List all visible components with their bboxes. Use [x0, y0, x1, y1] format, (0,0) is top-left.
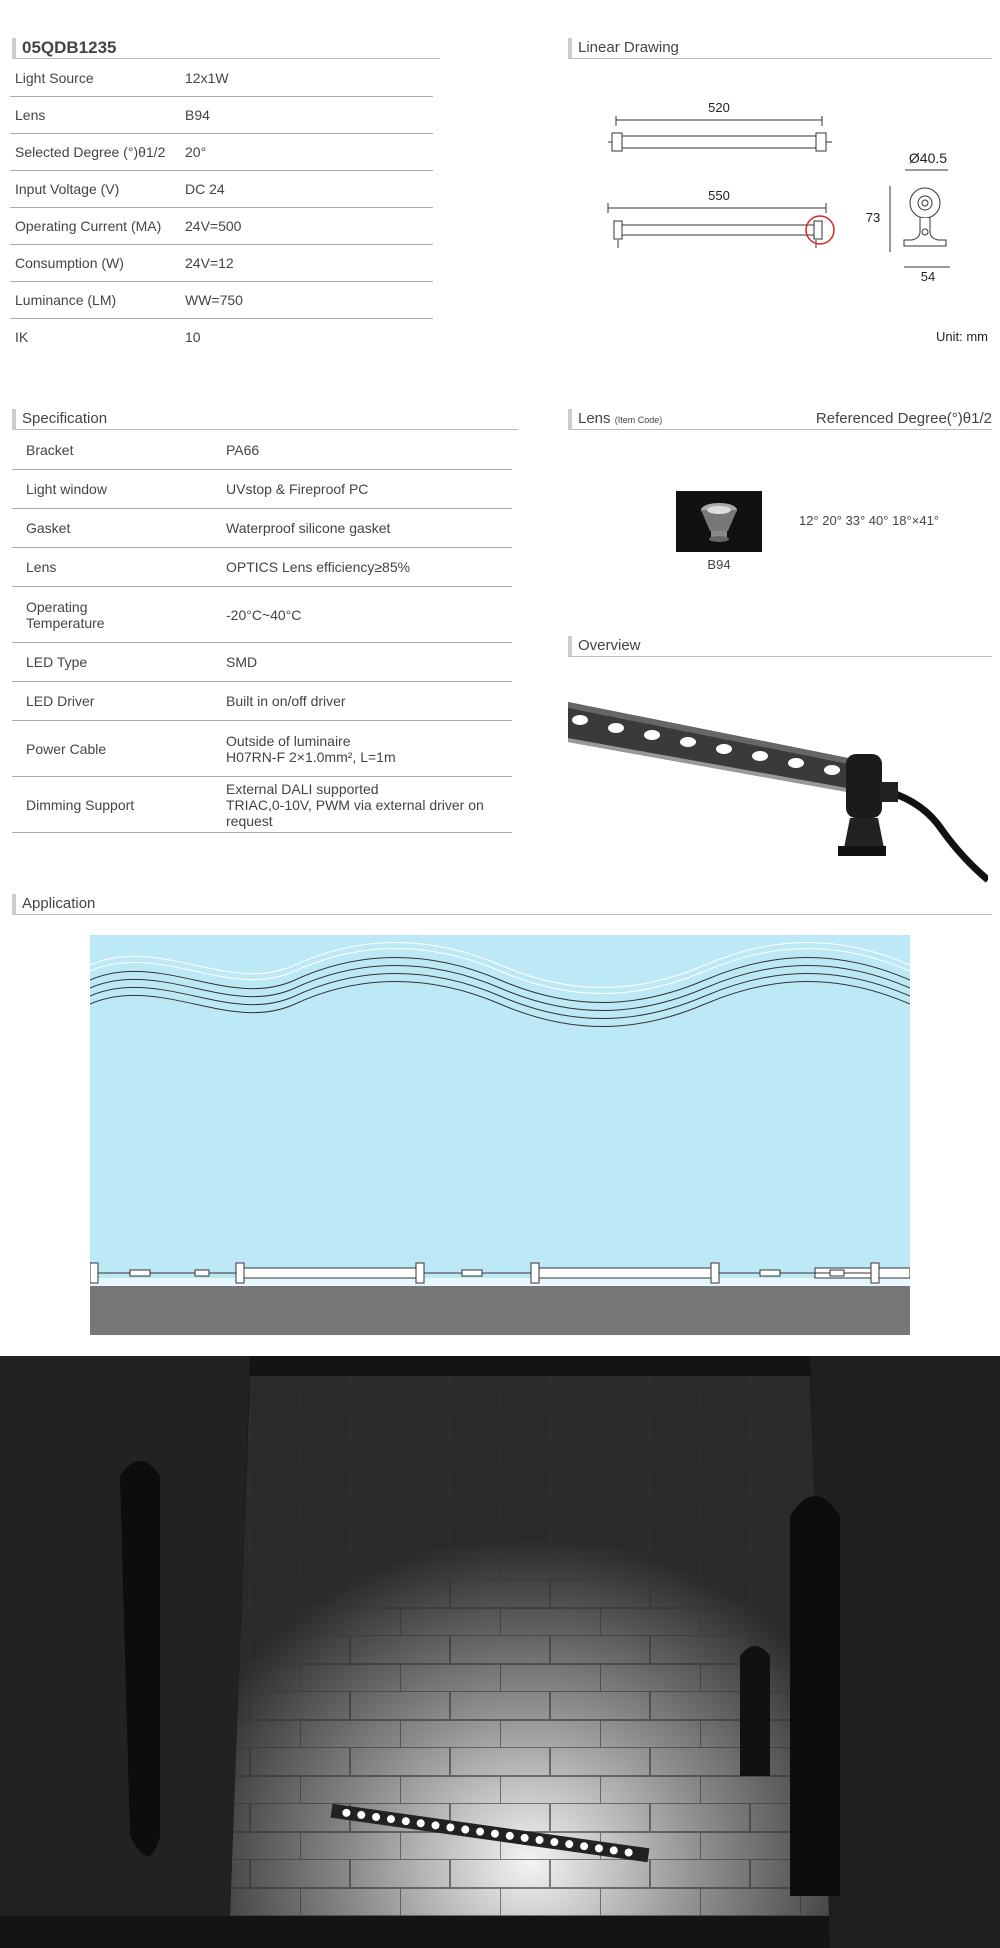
spec-row-value: Waterproof silicone gasket: [226, 520, 391, 536]
spec-row-value: SMD: [226, 654, 258, 670]
product-row-label: IK: [15, 329, 29, 345]
product-row: [10, 208, 433, 245]
spec-row-value-line2: TRIAC,0-10V, PWM via external driver on request: [226, 796, 484, 829]
product-row-label: Lens: [10, 97, 185, 134]
spec-row: [12, 470, 512, 509]
spec-row-value: UVstop & Fireproof PC: [226, 481, 369, 497]
spec-row: [12, 509, 512, 548]
product-row-label: Input Voltage (V): [10, 171, 185, 208]
application-photo: [0, 1356, 1000, 1948]
product-row-value: 10: [185, 329, 201, 345]
spec-row-label: Operating Temperature: [12, 587, 226, 643]
spec-row-value: -20°C~40°C: [226, 606, 302, 623]
spec-row-label: Lens: [12, 548, 226, 587]
dim-width-label: 54: [920, 269, 936, 284]
application-diagram: [90, 935, 910, 1335]
product-row: [10, 97, 433, 134]
lens-degrees: 12° 20° 33° 40° 18°×41°: [799, 513, 939, 528]
bar-top: [620, 136, 818, 148]
product-row-value: DC 24: [185, 171, 433, 208]
product-row-label: Operating Current (MA): [10, 208, 185, 245]
product-row-value: B94: [185, 97, 433, 134]
product-row: [10, 282, 433, 319]
spec-row-value: OPTICS Lens efficiency≥85%: [226, 559, 411, 575]
spec-row-label: LED Type: [12, 643, 226, 682]
specification-table: [12, 431, 512, 833]
product-row-value: 12x1W: [185, 60, 433, 97]
spec-row-value-line2: H07RN-F 2×1.0mm², L=1m: [226, 748, 396, 765]
spec-row-label: Gasket: [12, 509, 226, 548]
product-row-label: Selected Degree (°)θ1/2: [10, 134, 185, 171]
lens-title-bar: [568, 409, 992, 430]
product-row: [10, 245, 433, 282]
product-row: [10, 60, 433, 97]
spec-row-label: Bracket: [12, 431, 226, 470]
spec-row: [12, 431, 512, 470]
dim-diameter-label: Ø40.5: [908, 150, 948, 166]
product-row-label: Consumption (W): [10, 245, 185, 282]
product-row-value: 24V=12: [185, 245, 433, 282]
product-row-label: Luminance (LM): [10, 282, 185, 319]
dim-height-label: 73: [865, 210, 881, 225]
application-title: Application: [12, 894, 992, 915]
unit-label: Unit: mm: [936, 329, 988, 344]
spec-row: [12, 777, 512, 833]
lens-image: [676, 491, 762, 552]
product-row-label: Light Source: [10, 60, 185, 97]
spec-row-value: Outside of luminaire: [226, 732, 351, 749]
spec-row: [12, 548, 512, 587]
product-table: [10, 60, 433, 355]
specification-title: Specification: [12, 409, 518, 430]
spec-row-value: External DALI supported: [226, 780, 379, 797]
spec-row: [12, 721, 512, 777]
spec-row-label: LED Driver: [12, 682, 226, 721]
product-row-value: 20°: [185, 134, 433, 171]
product-row: [10, 319, 433, 356]
linear-drawing-title: Linear Drawing: [568, 38, 992, 59]
spec-row-label: Dimming Support: [12, 777, 226, 833]
product-row-value: 24V=500: [185, 208, 433, 245]
product-row: [10, 134, 433, 171]
spec-row-label: Light window: [12, 470, 226, 509]
linear-drawing: [568, 90, 988, 295]
spec-row: [12, 587, 512, 643]
side-view-head: [910, 188, 940, 218]
spec-row: [12, 643, 512, 682]
overview-title: Overview: [568, 636, 992, 657]
spec-row-value: Built in on/off driver: [226, 693, 346, 709]
spec-row-value: PA66: [226, 442, 260, 458]
bar-bottom: [618, 225, 816, 235]
dim-top-label: 520: [708, 100, 730, 115]
dim-bottom-label: 550: [708, 188, 730, 203]
product-title-bar: [12, 38, 440, 59]
product-row-value: WW=750: [185, 282, 433, 319]
overview-image: [568, 690, 988, 885]
lens-right-title: Referenced Degree(°)θ1/2: [815, 410, 992, 427]
spec-row-label: Power Cable: [12, 721, 226, 777]
lens-title: Lens: [578, 410, 611, 427]
lens-title-small: (Item Code): [614, 415, 663, 425]
product-code: 05QDB1235: [22, 38, 117, 57]
product-row: [10, 171, 433, 208]
lens-item-code: B94: [707, 557, 731, 572]
spec-row: [12, 682, 512, 721]
